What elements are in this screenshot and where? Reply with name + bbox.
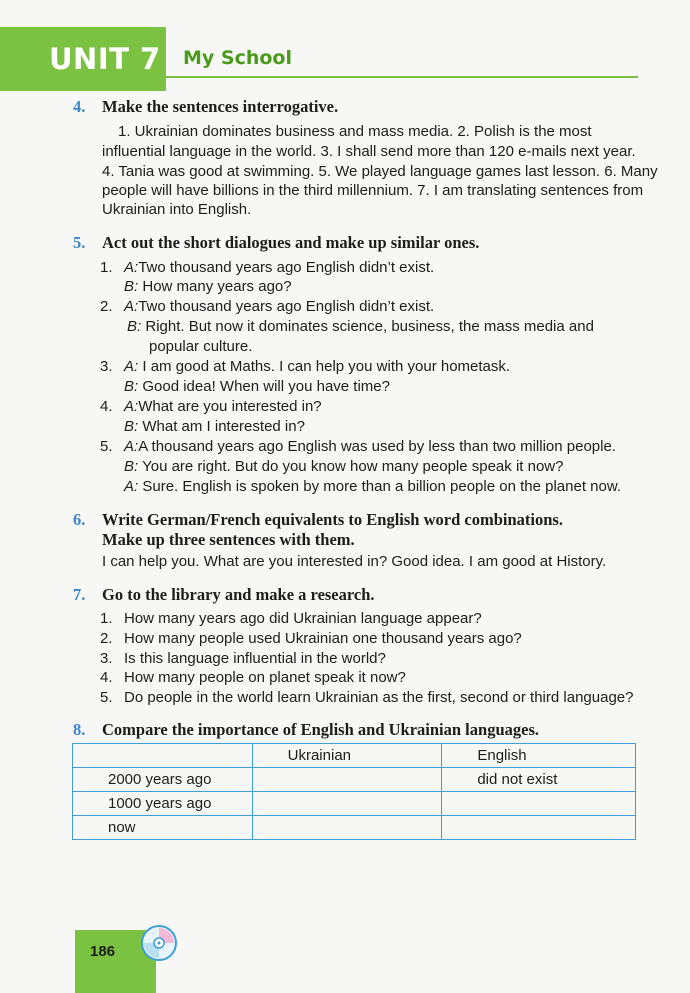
task-instruction: Make the sentences interrogative.: [102, 97, 339, 116]
header-rule: [166, 76, 638, 78]
list-number: 1.: [100, 610, 113, 627]
dialogue-line: [124, 377, 390, 396]
dialogue-text: Right. But now it dominates science, business, the mass media and: [145, 318, 594, 335]
speaker-label: A:: [124, 478, 139, 495]
dialogue-line: [124, 417, 305, 436]
task-instruction: Compare the importance of English and Ukrainian languages.: [102, 720, 539, 739]
task-5-heading: [73, 232, 479, 253]
task-number: 5.: [73, 233, 86, 252]
list-item: [100, 688, 633, 707]
audio-disc-icon[interactable]: [140, 924, 178, 962]
table-row: [73, 768, 636, 792]
list-item: [100, 668, 406, 687]
list-text: How many years ago did Ukrainian language appear?: [124, 610, 482, 627]
dialogue-line: [100, 397, 322, 416]
dialogue-line: [100, 297, 434, 316]
task-4-line: 4. Tania was good at swimming. 5. We played language games last lesson. 6. Many: [102, 163, 658, 180]
table-cell: now: [73, 816, 253, 840]
task-8-heading: [73, 719, 539, 740]
table-cell[interactable]: [442, 816, 636, 840]
list-number: 2.: [100, 298, 113, 315]
page-number: 186: [90, 943, 116, 960]
table-cell: 1000 years ago: [73, 792, 253, 816]
unit-label: UNIT 7: [0, 27, 166, 91]
task-number: 7.: [73, 585, 86, 604]
list-number: 3.: [100, 650, 113, 667]
task-instruction: Go to the library and make a research.: [102, 585, 375, 604]
task-number: 8.: [73, 720, 86, 739]
speaker-label: B:: [124, 418, 139, 435]
table-cell[interactable]: [252, 768, 442, 792]
speaker-label: B:: [124, 278, 139, 295]
dialogue-line: [124, 277, 292, 296]
task-4-line: 1. Ukrainian dominates business and mass media. 2. Polish is the most: [118, 123, 592, 140]
unit-title: My School: [183, 47, 292, 69]
task-4-heading: [73, 96, 338, 117]
dialogue-text: Two thousand years ago English didn’t exist.: [138, 259, 435, 276]
list-number: 1.: [100, 259, 113, 276]
speaker-label: A:: [124, 398, 139, 415]
list-item: [100, 609, 482, 628]
table-header-row: [73, 744, 636, 768]
dialogue-text: Good idea! When will you have time?: [142, 378, 390, 395]
speaker-label: B:: [127, 318, 142, 335]
list-text: How many people used Ukrainian one thousand years ago?: [124, 630, 522, 647]
table-header-cell: Ukrainian: [252, 744, 442, 768]
speaker-label: A:: [124, 259, 139, 276]
task-number: 4.: [73, 97, 86, 116]
dialogue-line: [127, 317, 594, 336]
list-number: 2.: [100, 630, 113, 647]
speaker-label: A:: [124, 438, 139, 455]
task-6-text: I can help you. What are you interested in? Good idea. I am good at History.: [102, 553, 607, 570]
table-cell: did not exist: [442, 768, 636, 792]
dialogue-line: [100, 258, 434, 277]
table-row: [73, 816, 636, 840]
list-number: 4.: [100, 669, 113, 686]
list-text: Is this language influential in the world?: [124, 650, 386, 667]
dialogue-text: What am I interested in?: [142, 418, 305, 435]
table-header-cell: English: [442, 744, 636, 768]
table-cell[interactable]: [252, 792, 442, 816]
task-instruction: Act out the short dialogues and make up similar ones.: [102, 233, 480, 252]
dialogue-text: How many years ago?: [142, 278, 292, 295]
dialogue-line: [124, 457, 563, 476]
speaker-label: B:: [124, 378, 139, 395]
table-cell[interactable]: [442, 792, 636, 816]
table-header-cell: [73, 744, 253, 768]
dialogue-text: A thousand years ago English was used by less than two million people.: [138, 438, 616, 455]
task-6-heading-cont: Make up three sentences with them.: [102, 530, 355, 549]
dialogue-line: [100, 357, 510, 376]
dialogue-text: Sure. English is spoken by more than a billion people on the planet now.: [142, 478, 622, 495]
speaker-label: B:: [124, 458, 139, 475]
dialogue-line: [124, 477, 621, 496]
list-item: [100, 649, 386, 668]
table-cell[interactable]: [252, 816, 442, 840]
dialogue-text: I am good at Maths. I can help you with your hometask.: [142, 358, 511, 375]
speaker-label: A:: [124, 358, 139, 375]
dialogue-text: Two thousand years ago English didn’t exist.: [138, 298, 435, 315]
dialogue-line: popular culture.: [149, 338, 253, 355]
task-instruction: Write German/French equivalents to English word combinations.: [102, 510, 563, 529]
list-text: Do people in the world learn Ukrainian as the first, second or third language?: [124, 689, 634, 706]
list-number: 4.: [100, 398, 113, 415]
speaker-label: A:: [124, 298, 139, 315]
dialogue-line: [100, 437, 616, 456]
task-number: 6.: [73, 510, 86, 529]
task-6-heading: [73, 509, 563, 530]
list-text: How many people on planet speak it now?: [124, 669, 406, 686]
list-number: 5.: [100, 689, 113, 706]
dialogue-text: You are right. But do you know how many people speak it now?: [142, 458, 564, 475]
task-7-heading: [73, 584, 375, 605]
task-4-line: people will have billions in the third millennium. 7. I am translating sentences from: [102, 182, 644, 199]
comparison-table: [72, 743, 636, 840]
list-number: 3.: [100, 358, 113, 375]
table-row: [73, 792, 636, 816]
list-item: [100, 629, 522, 648]
task-4-line: Ukrainian into English.: [102, 201, 252, 218]
table-cell: 2000 years ago: [73, 768, 253, 792]
list-number: 5.: [100, 438, 113, 455]
task-4-line: influential language in the world. 3. I shall send more than 120 e-mails next year.: [102, 143, 636, 160]
dialogue-text: What are you interested in?: [138, 398, 322, 415]
